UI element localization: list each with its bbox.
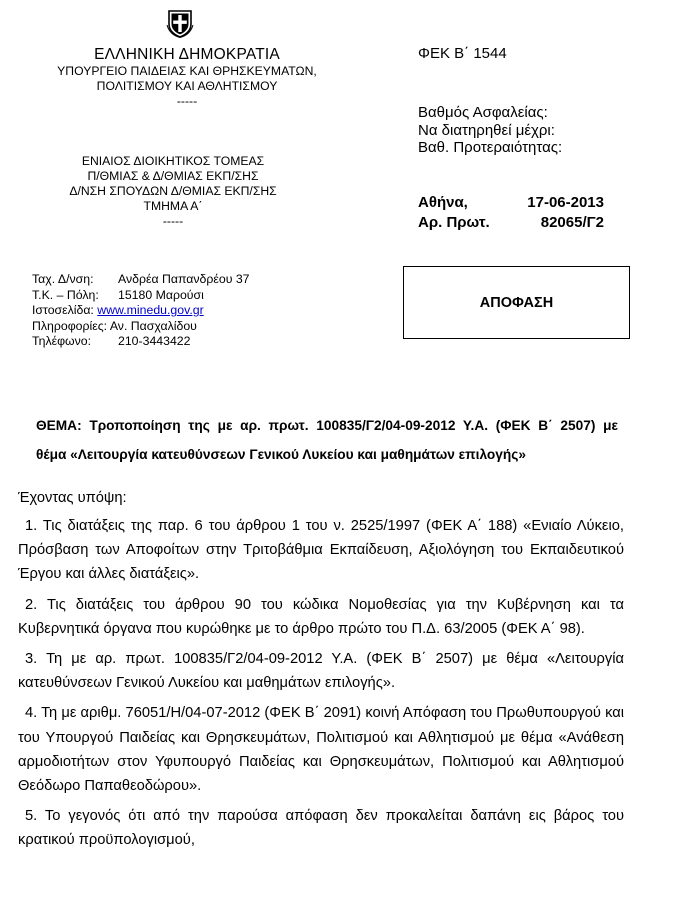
protocol-line [418, 214, 604, 231]
item-number: 4. [25, 705, 38, 722]
sector-line3: Δ/ΝΣΗ ΣΠΟΥΔΩΝ Δ/ΘΜΙΑΣ ΕΚΠ/ΣΗΣ [69, 184, 277, 198]
info-label: Πληροφορίες: [32, 318, 108, 333]
street-value: Ανδρέα Παπανδρέου 37 [118, 272, 250, 286]
list-item [18, 701, 624, 798]
considerations-intro: Έχοντας υπόψη: [18, 490, 127, 506]
item-number: 1. [25, 518, 38, 534]
fek-reference: ΦΕΚ Β΄ 1544 [418, 45, 507, 62]
sector-line1: ΕΝΙΑΙΟΣ ΔΙΟΙΚΗΤΙΚΟΣ ΤΟΜΕΑΣ [81, 154, 265, 168]
item-text: Τη με αρ. πρωτ. 100835/Γ2/04-09-2012 Υ.Α. (ΦΕΚ Β΄ 2507) με θέμα «Λειτουργία κατευθύνσεων Γενικού Λυκείου και μαθημάτων επιλογής». [18, 651, 624, 692]
priority-label: Βαθ. Προτεραιότητας: [418, 139, 563, 157]
item-text: Το γεγονός ότι από την παρούσα απόφαση δεν προκαλείται δαπάνη εις βάρος του κρατικού προϋπολογισμού, [18, 808, 624, 849]
department-name: ΤΜΗΜΑ Α΄ [143, 199, 203, 213]
item-text: Τη με αριθμ. 76051/Η/04-07-2012 (ΦΕΚ Β΄ 2091) κοινή Απόφαση του Πρωθυπουργού και του Υπουργού Παιδείας και Θρησκευμάτων, Πολιτισμού και Αθλητισμού με θέμα «Ανάθεση αρμοδιοτήτων στον Υφυπουργό Παιδείας και Θρησκευμάτων, Πολιτισμού και Αθλητισμού Θεόδωρο Παπαθεοδώρου». [18, 705, 624, 795]
item-number: 5. [25, 808, 38, 825]
subject-line1: ΘΕΜΑ: Τροποποίηση της με αρ. πρωτ. 100835/Γ2/04-09-2012 Υ.Α. (ΦΕΚ Β΄ 2507) με [36, 418, 618, 433]
list-item [18, 514, 624, 587]
sector-line2: Π/ΘΜΙΑΣ & Δ/ΘΜΙΑΣ ΕΚΠ/ΣΗΣ [87, 169, 259, 183]
city-row [32, 288, 250, 304]
phone-value: 210-3443422 [118, 334, 191, 349]
ministry-header [0, 46, 374, 109]
website-label: Ιστοσελίδα: [32, 303, 94, 318]
list-item [18, 593, 624, 641]
street-label: Ταχ. Δ/νση: [32, 272, 94, 286]
sector-header [0, 154, 346, 229]
header-separator: ----- [176, 94, 198, 108]
info-value: Αν. Πασχαλίδου [109, 318, 197, 333]
country-name: ΕΛΛΗΝΙΚΗ ΔΗΜΟΚΡΑΤΙΑ [94, 46, 280, 63]
ministry-name-line2: ΠΟΛΙΤΙΣΜΟΥ ΚΑΙ ΑΘΛΗΤΙΣΜΟΥ [96, 79, 278, 93]
subject-line2: θέμα «Λειτουργία κατευθύνσεων Γενικού Λυκείου και μαθημάτων επιλογής» [36, 447, 526, 462]
city-label: Τ.Κ. – Πόλη: [32, 287, 99, 302]
decision-title: ΑΠΟΦΑΣΗ [479, 294, 554, 311]
security-level-label: Βαθμός Ασφαλείας: [418, 104, 548, 121]
city-value: 15180 Μαρούσι [118, 287, 204, 302]
greek-coat-of-arms-emblem [165, 8, 195, 38]
decision-title-box [403, 266, 630, 339]
item-text: Τις διατάξεις της παρ. 6 του άρθρου 1 του ν. 2525/1997 (ΦΕΚ Α΄ 188) «Ενιαίο Λύκειο, Πρόσβαση των Αποφοίτων στην Τριτοβάθμια Εκπαίδευση, Αξιολόγηση του Εκπαιδευτικού Έργου και άλλες διατάξεις». [18, 518, 624, 583]
protocol-number: 82065/Γ2 [540, 214, 604, 231]
phone-row [32, 334, 250, 350]
subject-block [36, 411, 618, 469]
place-date-line [418, 194, 604, 211]
item-text: Τις διατάξεις του άρθρου 90 του κώδικα Νομοθεσίας για την Κυβέρνηση και τα Κυβερνητικά όργανα που κυρώθηκε με το άρθρο πρώτο του Π.Δ. 63/2005 (ΦΕΚ Α΄ 98). [18, 596, 624, 637]
place-label: Αθήνα, [418, 194, 468, 211]
security-block [418, 104, 562, 157]
protocol-label: Αρ. Πρωτ. [418, 214, 490, 231]
website-link[interactable]: www.minedu.gov.gr [97, 303, 204, 318]
date-value: 17-06-2013 [527, 194, 604, 211]
item-number: 3. [25, 651, 38, 668]
considerations-list [18, 514, 624, 859]
header-separator: ----- [162, 214, 184, 228]
list-item [18, 647, 624, 695]
contact-block [32, 272, 250, 350]
website-row [32, 303, 250, 319]
address-row [32, 272, 250, 288]
item-number: 2. [25, 596, 38, 613]
keep-until-label: Να διατηρηθεί μέχρι: [418, 121, 555, 139]
info-row [32, 319, 250, 335]
ministry-name-line1: ΥΠΟΥΡΓΕΙΟ ΠΑΙΔΕΙΑΣ ΚΑΙ ΘΡΗΣΚΕΥΜΑΤΩΝ, [57, 64, 317, 78]
phone-label: Τηλέφωνο: [32, 334, 92, 349]
list-item [18, 804, 624, 852]
